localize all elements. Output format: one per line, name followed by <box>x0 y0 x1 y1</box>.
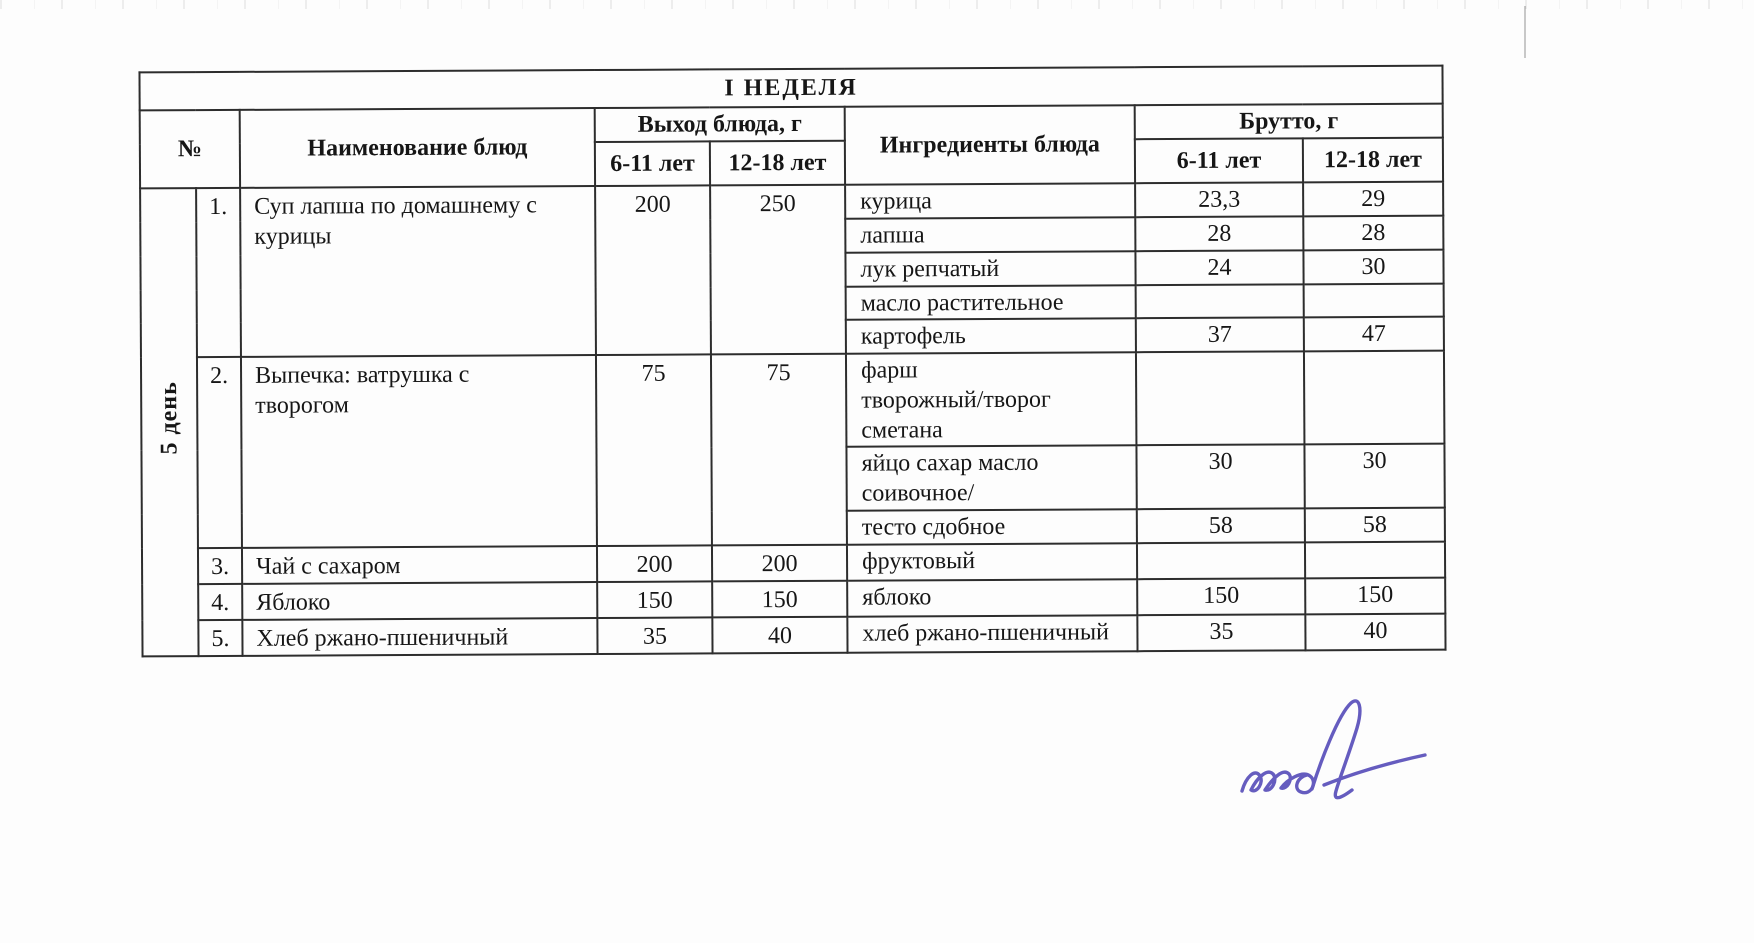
ingredient-name: тесто сдобное <box>847 509 1137 545</box>
ingredient-name: картофель <box>846 318 1136 354</box>
brutto-6-11: 35 <box>1137 614 1305 651</box>
brutto-12-18: 150 <box>1305 578 1445 615</box>
col-header-output-6-11: 6-11 лет <box>595 141 710 186</box>
dish-name: Хлеб ржано-пшеничный <box>242 618 597 656</box>
brutto-12-18: 30 <box>1304 444 1444 509</box>
col-header-ingredients: Ингредиенты блюда <box>845 105 1135 185</box>
ingredient-name: курица <box>845 183 1135 219</box>
brutto-6-11: 150 <box>1137 578 1305 615</box>
scan-artifact-right <box>1524 6 1526 58</box>
brutto-6-11 <box>1136 284 1304 318</box>
brutto-12-18: 30 <box>1303 250 1443 285</box>
col-header-output-12-18: 12-18 лет <box>710 141 845 186</box>
brutto-12-18: 47 <box>1304 317 1444 352</box>
brutto-12-18: 28 <box>1303 216 1443 251</box>
ingredient-name: яйцо сахар масло соивочное/ <box>846 445 1136 511</box>
col-header-brutto-12-18: 12-18 лет <box>1303 138 1443 183</box>
table-row <box>141 351 1444 451</box>
brutto-12-18: 58 <box>1305 508 1445 543</box>
output-12-18: 150 <box>712 581 847 618</box>
signature-ink <box>1228 693 1428 825</box>
dish-number: 4. <box>198 584 242 620</box>
ingredient-name: масло растительное <box>846 285 1136 320</box>
brutto-6-11: 37 <box>1136 317 1304 352</box>
table-row <box>142 614 1445 657</box>
ingredient-name: лук репчатый <box>845 251 1135 287</box>
col-header-dish-name: Наименование блюд <box>240 108 595 188</box>
brutto-6-11 <box>1137 542 1305 579</box>
ingredient-name: фруктовый <box>847 543 1137 581</box>
output-12-18: 200 <box>712 545 847 582</box>
dish-name: Суп лапша по домашнему с курицы <box>240 186 596 357</box>
dish-number: 3. <box>198 548 242 584</box>
brutto-6-11: 30 <box>1136 444 1304 509</box>
dish-name: Яблоко <box>242 582 597 620</box>
menu-table <box>138 65 1446 658</box>
output-6-11: 200 <box>597 545 712 582</box>
day-label-cell <box>140 188 198 656</box>
output-6-11: 35 <box>597 617 712 654</box>
dish-number: 1. <box>196 188 241 357</box>
week-title: I НЕДЕЛЯ <box>139 66 1442 111</box>
output-12-18: 40 <box>712 617 847 654</box>
dish-name: Чай с сахаром <box>242 546 597 584</box>
brutto-6-11: 23,3 <box>1135 182 1303 217</box>
output-12-18: 75 <box>711 354 847 546</box>
brutto-12-18: 40 <box>1305 614 1445 651</box>
dish-number: 2. <box>197 357 242 548</box>
brutto-6-11: 58 <box>1137 508 1305 543</box>
dish-name: Выпечка: ватрушка с творогом <box>241 355 597 548</box>
brutto-12-18 <box>1305 542 1445 579</box>
brutto-6-11: 28 <box>1135 216 1303 251</box>
brutto-12-18 <box>1304 351 1444 445</box>
brutto-6-11: 24 <box>1135 250 1303 285</box>
ingredient-name: яблоко <box>847 579 1137 617</box>
ingredient-name: фарш творожный/творог сметана <box>846 352 1136 447</box>
output-6-11: 150 <box>597 581 712 618</box>
brutto-6-11 <box>1136 351 1304 445</box>
col-header-brutto-6-11: 6-11 лет <box>1135 138 1303 183</box>
output-6-11: 75 <box>596 354 712 546</box>
output-6-11: 200 <box>595 185 711 355</box>
col-header-brutto: Брутто, г <box>1135 104 1443 140</box>
day-label: 5 день <box>156 381 183 455</box>
ingredient-name: лапша <box>845 217 1135 253</box>
col-header-number: № <box>140 110 240 189</box>
scan-artifact-top <box>0 0 1754 9</box>
brutto-12-18 <box>1304 284 1444 318</box>
dish-number: 5. <box>198 620 242 656</box>
output-12-18: 250 <box>710 185 846 355</box>
ingredient-name: хлеб ржано-пшеничный <box>847 615 1137 653</box>
col-header-output: Выход блюда, г <box>595 107 845 142</box>
brutto-12-18: 29 <box>1303 182 1443 217</box>
